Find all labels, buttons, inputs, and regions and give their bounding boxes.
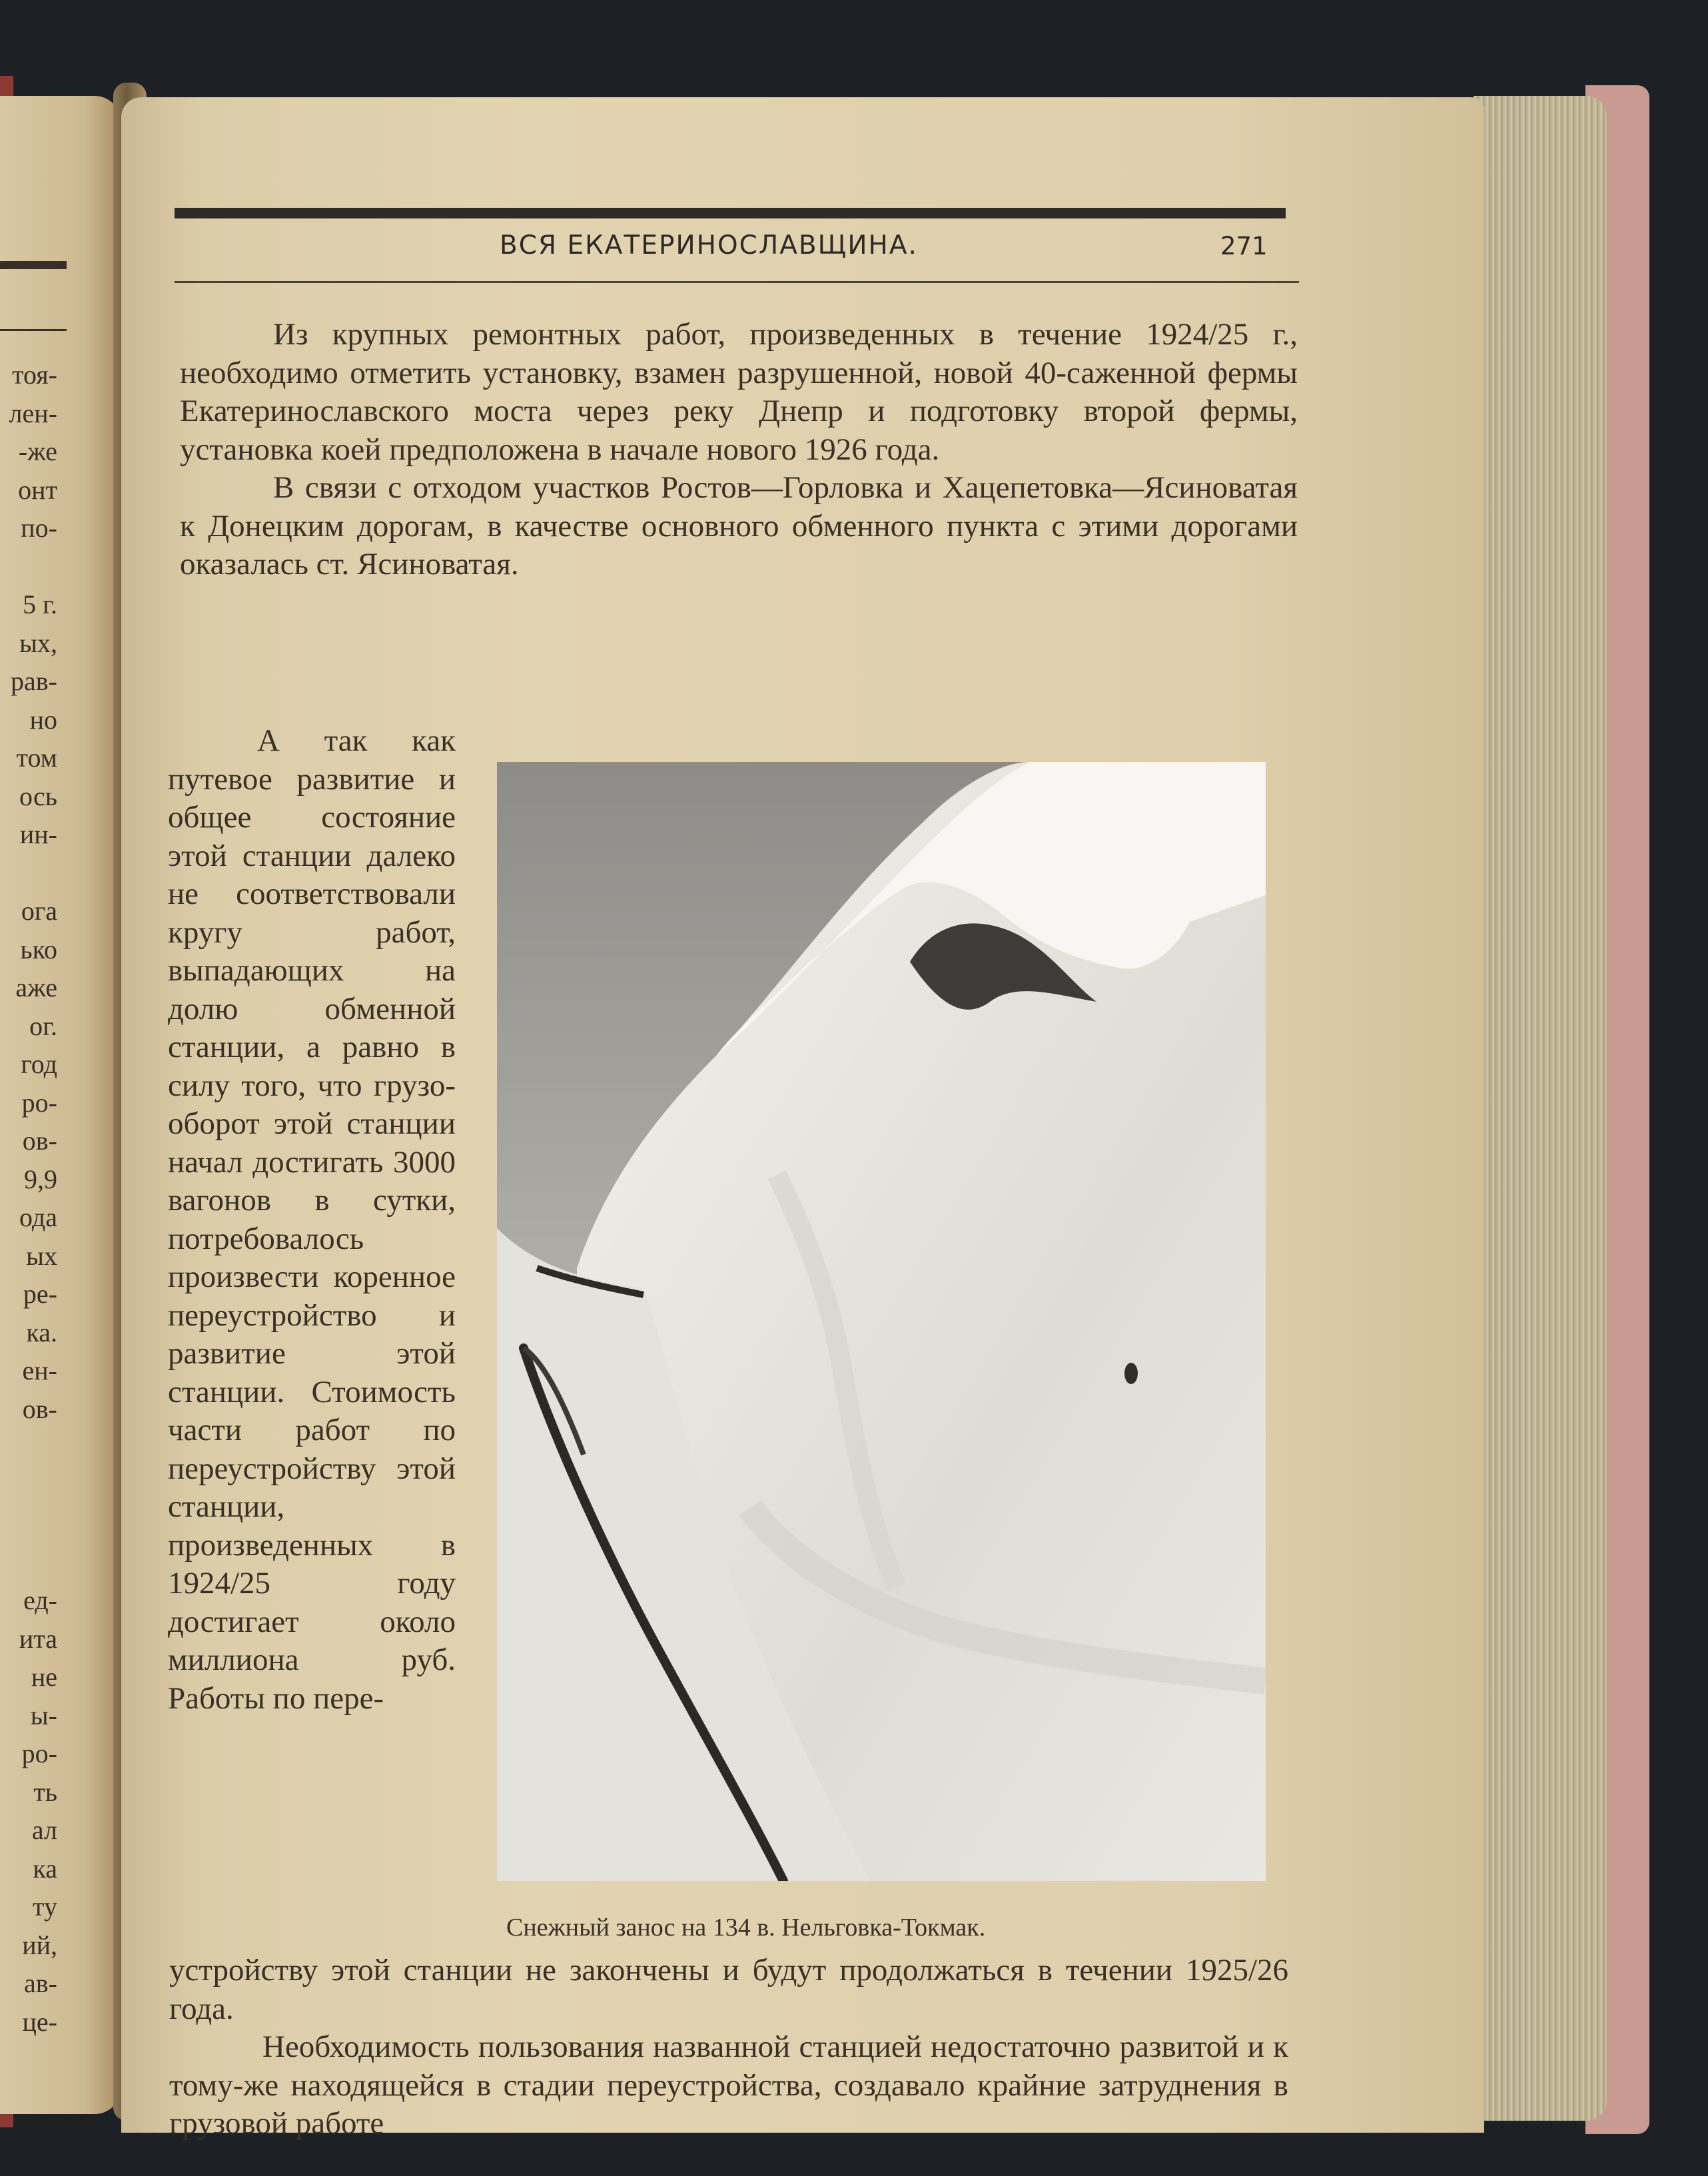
left-page-line-fragment: ка [33,1853,57,1884]
left-page-rule-thin [0,329,67,331]
left-page-line-fragment: 5 г. [23,589,57,619]
photo-snow-drift [497,762,1266,1881]
column-text-block [168,722,456,1718]
left-page-line-fragment: лен- [9,398,57,428]
left-page-line-fragment: ы- [30,1700,57,1730]
left-page-line-fragment: ий, [22,1930,57,1960]
left-page-line-fragment: це- [22,2006,57,2037]
paragraph-repair-works: Из крупных ремонтных работ, произведенных в течение 1924/25 г., необходимо отметить установку, взамен разрушенной, новой 40-саженной фермы Екатеринославского моста через реку Днепр и подготовку второй фермы, установка коей предположена в начале нового 1926 года. [180,317,1298,467]
left-page-line-fragment: ен- [22,1355,57,1385]
left-page-line-fragment [0,854,57,893]
left-page-line-fragment: ога [21,896,57,926]
left-page-line-fragment: том [16,743,57,773]
left-page-line-fragment [0,1467,57,1505]
open-book [0,56,1649,2141]
header-rule-thin [175,281,1299,283]
left-page-line-fragment: ось [19,781,57,811]
left-page-line-fragment: ре- [23,1279,57,1309]
left-page-line-fragment [0,1543,57,1582]
left-page-line-fragment: год [21,1049,57,1079]
left-page-line-fragment: ка. [26,1317,57,1347]
left-page-line-fragment: онт [18,474,57,505]
left-page-line-fragment [0,547,57,586]
left-page-line-fragment: тоя- [12,360,57,390]
paragraph-freight-difficulties: Необходимость пользования названной станцией недостаточно развитой и к тому-же находящейся в стадии переустройства, создавало крайние затруднения в грузовой работе [169,2029,1288,2141]
left-page-line-fragment [0,1428,57,1467]
left-page-line-fragment: ро- [21,1738,57,1768]
header-rule-thick [175,208,1286,218]
left-page-line-fragment [0,1505,57,1543]
left-page-line-fragment: ько [20,934,57,964]
left-page-line-fragment: ода [19,1202,57,1232]
left-page-line-fragment: рав- [11,666,57,696]
left-page-line-fragment: -же [18,436,57,466]
left-page-line-fragment: ал [31,1815,57,1845]
left-page-text-fragments [0,356,57,2041]
left-page-line-fragment: ед- [23,1585,57,1615]
left-page-line-fragment: ов- [22,1393,57,1424]
left-page-line-fragment: ро- [21,1087,57,1118]
left-page-line-fragment: ин- [19,819,57,849]
left-page-line-fragment: по- [21,513,57,543]
snow-drift-photo-image [497,762,1266,1881]
left-page-line-fragment: не [31,1662,57,1692]
left-page [0,96,121,2114]
paragraph-continuation: устройству этой станции не закончены и будут продолжаться в течении 1925/26 года. [169,1953,1288,2026]
bottom-text-block [169,1952,1288,2143]
page-block-edges [1474,96,1607,2121]
left-page-line-fragment: ту [33,1892,57,1922]
left-page-line-fragment: ов- [22,1126,57,1156]
left-page-line-fragment: ог. [29,1010,57,1041]
left-page-line-fragment: ых, [19,627,57,658]
left-page-line-fragment: аже [15,972,57,1002]
paragraph-station-development: А так как путевое развитие и общее состояние этой станции далеко не соответствовали кругу работ, выпадающих на долю обменной станции, а равно в силу того, что грузо-оборот этой станции начал достигать 3000 вагонов в сутки, потребовалось произвести коренное переустройство и развитие этой станции. Стоимость части работ по переустройству этой станции, произведенных в 1924/25 году достигает около миллиона руб. Работы по пере- [168,723,456,1716]
top-text-block [180,316,1298,584]
page-number: 271 [1220,232,1268,260]
left-page-line-fragment: но [29,704,57,735]
left-page-line-fragment: ита [19,1623,57,1654]
left-page-rule-thick [0,261,67,269]
photo-caption: Снежный занос на 134 в. Нельговка-Токмак. [506,1914,986,1942]
left-page-line-fragment: ых [26,1240,57,1271]
left-page-line-fragment: 9,9 [24,1164,57,1194]
paragraph-yasinovataya: В связи с отходом участков Ростов—Горловка и Хацепетовка—Ясиноватая к Донецким дорогам, в качестве основного обменного пункта с этими дорогами оказалась ст. Ясиноватая. [180,470,1298,581]
left-page-line-fragment: ав- [24,1968,57,1998]
running-head: ВСЯ ЕКАТЕРИНОСЛАВЩИНА. [500,230,918,260]
left-page-line-fragment: ть [33,1776,57,1807]
